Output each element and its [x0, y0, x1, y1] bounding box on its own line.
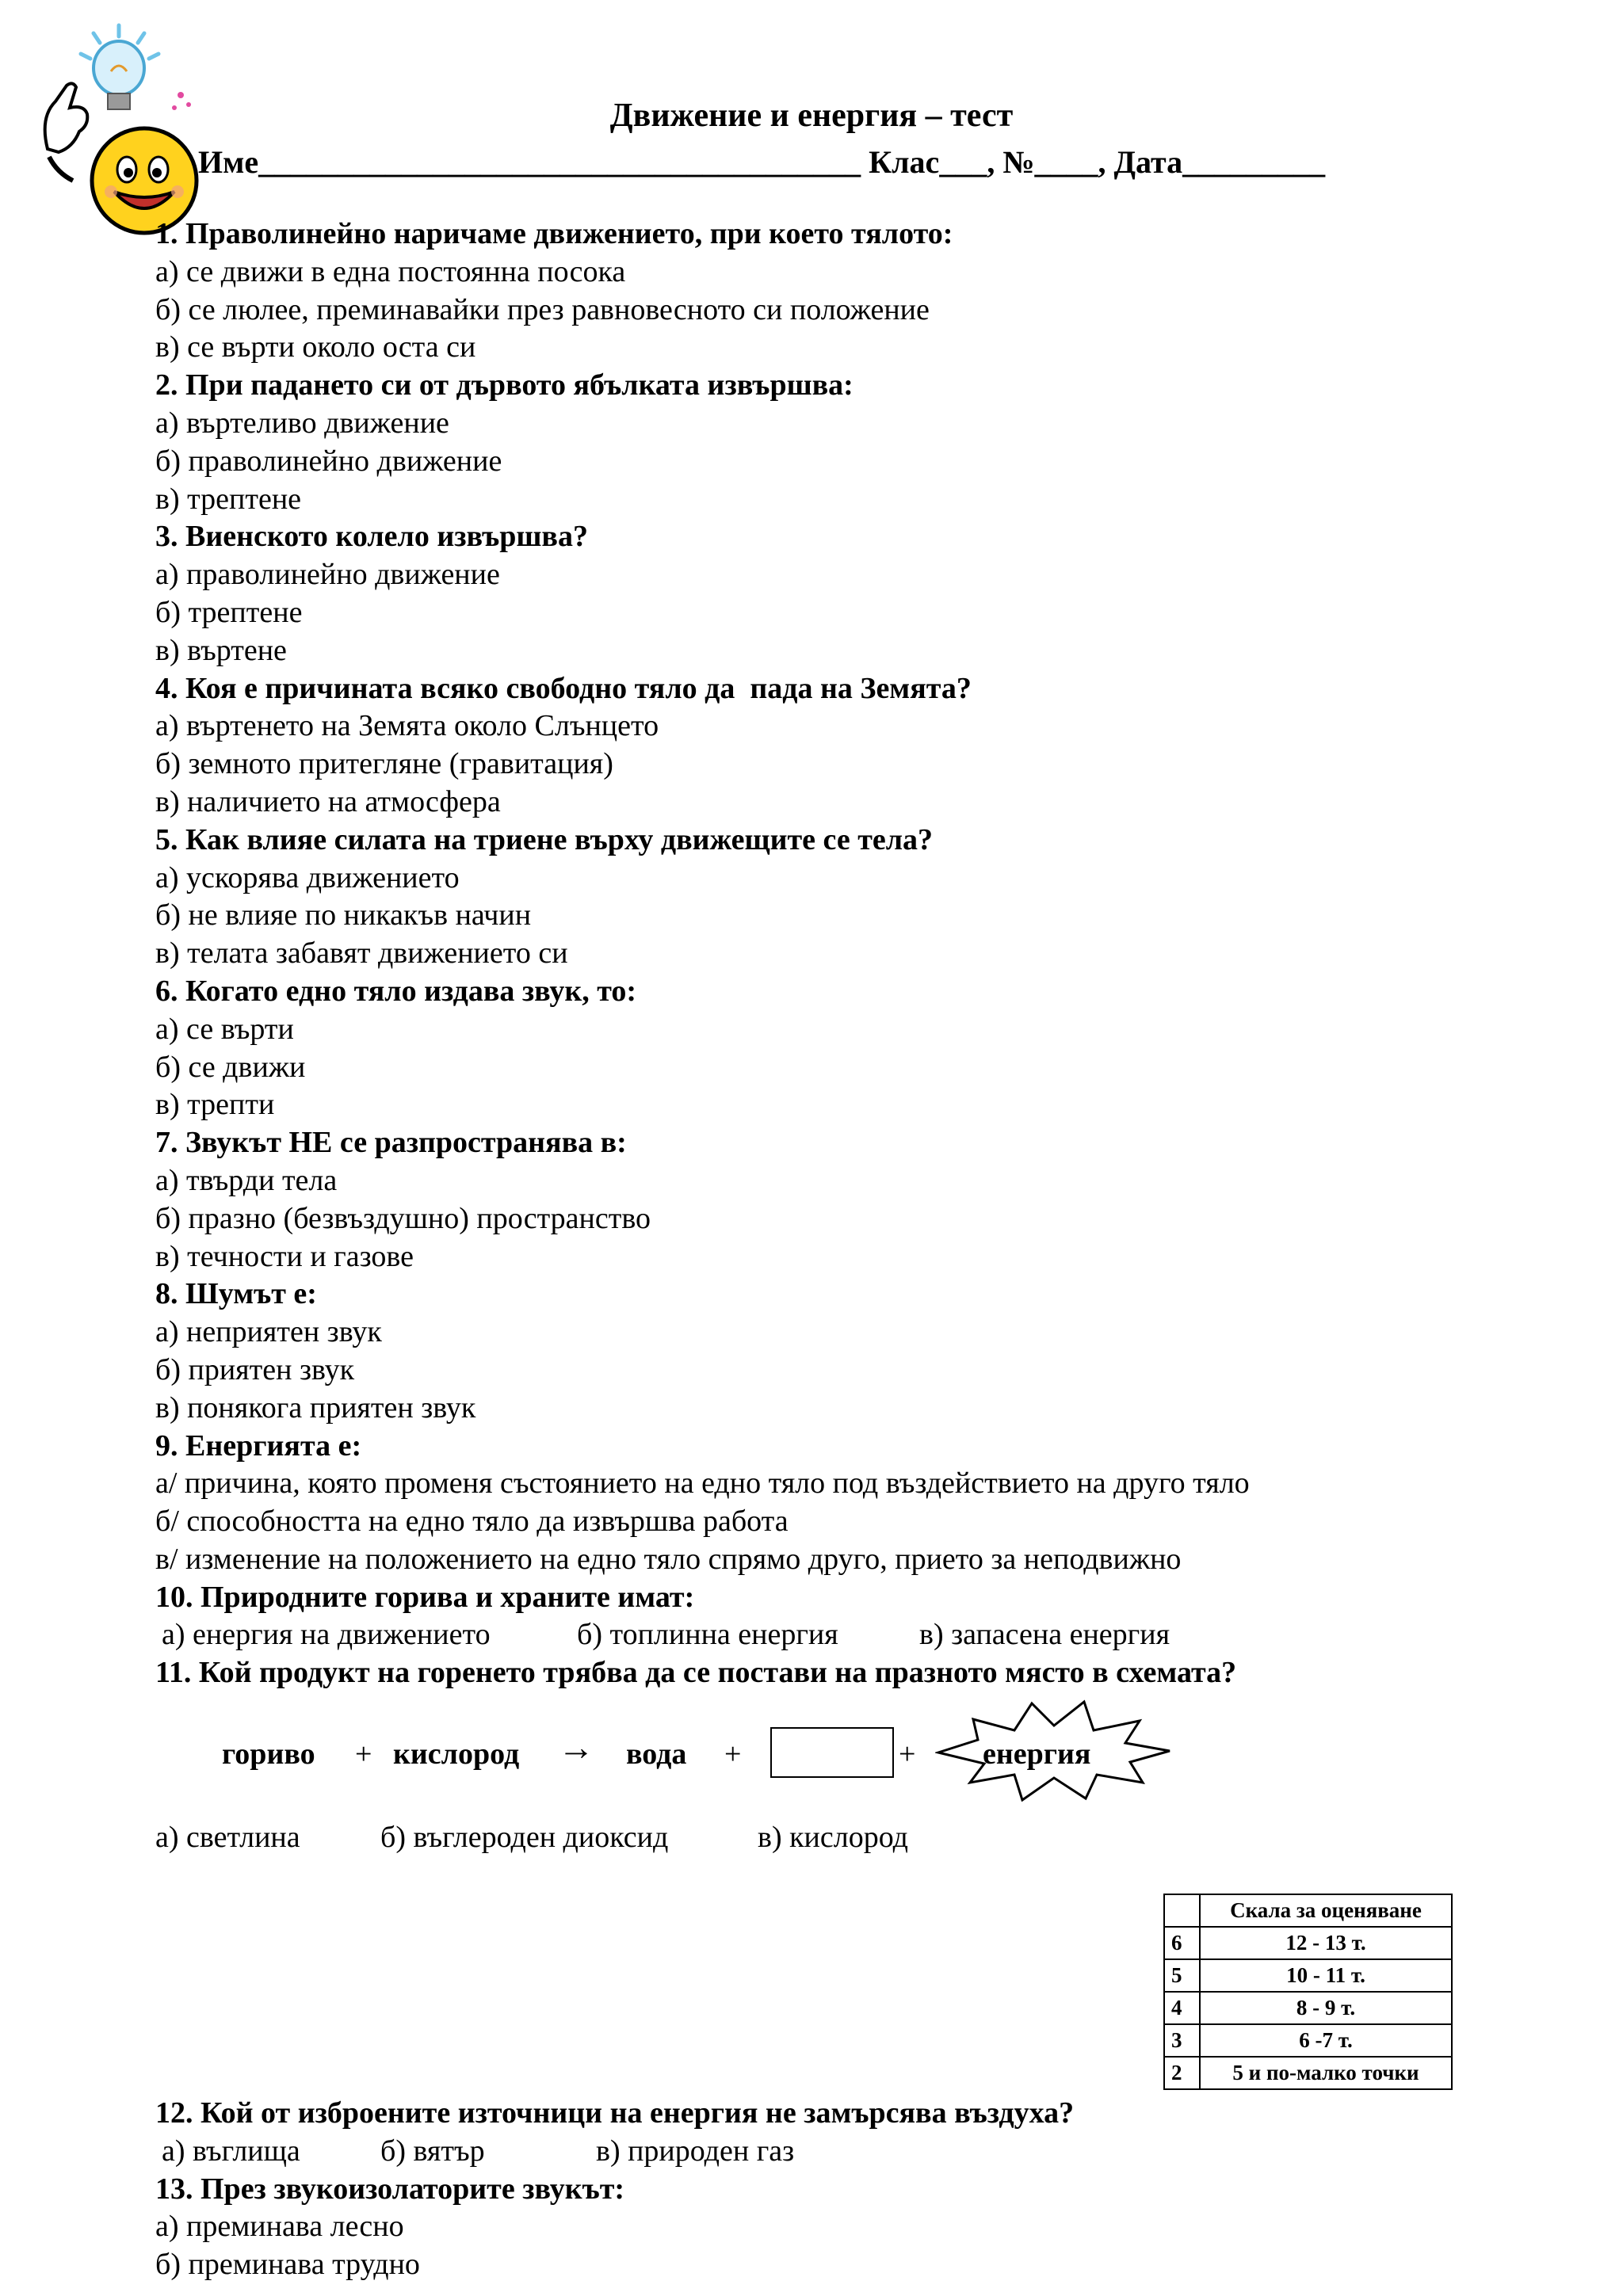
scheme-plus: +	[899, 1737, 916, 1772]
arrow-right-icon: →	[558, 1727, 594, 1768]
scheme-fuel: гориво	[222, 1737, 315, 1772]
answer-option: а) въртеливо движение	[155, 406, 449, 440]
points-cell: 6 -7 т.	[1200, 2024, 1452, 2057]
answer-option: б) праволинейно движение	[155, 444, 502, 478]
question-block	[155, 973, 1582, 1124]
question-list	[155, 215, 1582, 1857]
points-cell: 5 и по-малко точки	[1200, 2057, 1452, 2089]
scheme-water: вода	[626, 1737, 687, 1772]
answer-option: б) приятен звук	[155, 1352, 355, 1386]
answer-option: в) въртене	[155, 633, 287, 667]
answer-option: а) се движи в една постоянна посока	[155, 254, 626, 288]
answer-option: б) се люлее, преминавайки през равновесното си положение	[155, 292, 930, 326]
question-block	[155, 1276, 1582, 1427]
table-row	[1164, 1894, 1452, 1927]
answer-option: б) топлинна енергия	[577, 1618, 838, 1652]
student-info-line: Име______________________________________ Клас___, №____, Дата_________	[198, 144, 1326, 180]
answer-option: а) въртенето на Земята около Слънцето	[155, 709, 659, 743]
question-block	[155, 2171, 1582, 2284]
answer-option: в) трепти	[155, 1088, 275, 1122]
scheme-energy: енергия	[983, 1737, 1091, 1772]
question-list-continued	[155, 2095, 1582, 2284]
answer-option: а) праволинейно движение	[155, 558, 500, 592]
table-row	[1164, 1959, 1452, 1992]
answer-row	[155, 2133, 1582, 2171]
answer-option: б) земното притегляне (гравитация)	[155, 747, 613, 781]
table-row	[1164, 2024, 1452, 2057]
answer-row	[155, 1616, 1582, 1654]
grade-cell: 4	[1164, 1992, 1200, 2024]
question-block	[155, 1654, 1582, 1857]
answer-option: а) светлина	[155, 1821, 300, 1855]
question-text: 4. Коя е причината всяко свободно тяло да пада на Земята?	[155, 671, 972, 705]
question-text: 7. Звукът НЕ се разпространява в:	[155, 1126, 627, 1160]
answer-option: в) понякога приятен звук	[155, 1390, 476, 1425]
answer-option: а) неприятен звук	[155, 1315, 382, 1349]
answer-option: в) природен газ	[596, 2134, 795, 2168]
question-text: 1. Праволинейно наричаме движението, при което тялото:	[155, 217, 953, 250]
answer-option: б) трептене	[155, 595, 303, 629]
question-text: 9. Енергията е:	[155, 1428, 362, 1463]
question-block	[155, 367, 1582, 518]
question-block	[155, 518, 1582, 669]
question-block	[155, 670, 1582, 822]
answer-option: а) ускорява движението	[155, 860, 460, 894]
points-cell: 10 - 11 т.	[1200, 1959, 1452, 1992]
question-text: 13. През звукоизолаторите звукът:	[155, 2172, 625, 2206]
scheme-oxygen: кислород	[393, 1737, 520, 1772]
page-title: Движение и енергия – тест	[609, 97, 1014, 134]
points-cell: 12 - 13 т.	[1200, 1927, 1452, 1959]
table-row	[1164, 1992, 1452, 2024]
scheme-plus: +	[724, 1737, 742, 1772]
answer-option: в/ изменение на положението на едно тяло спрямо друго, прието за неподвижно	[155, 1542, 1182, 1576]
answer-option: б/ способността на едно тяло да извършва работа	[155, 1505, 789, 1539]
answer-option: б) вятър	[380, 2134, 485, 2168]
question-block	[155, 215, 1582, 367]
scheme-plus: +	[355, 1737, 372, 1772]
grade-cell: 5	[1164, 1959, 1200, 1992]
answer-option: б) въглероден диоксид	[380, 1821, 669, 1855]
question-text: 10. Природните горива и храните имат:	[155, 1580, 695, 1614]
question-text: 11. Кой продукт на горенето трябва да се постави на празното място в схемата?	[155, 1656, 1237, 1690]
question-text: 5. Как влияе силата на триене върху движещите се тела?	[155, 822, 934, 856]
question-block	[155, 822, 1582, 973]
question-block	[155, 1579, 1582, 1655]
answer-row	[155, 1819, 1582, 1857]
answer-option: б) преминава трудно	[155, 2248, 420, 2282]
answer-option: в) се върти около оста си	[155, 330, 476, 364]
grading-scale-table	[1163, 1894, 1453, 2090]
empty-answer-box[interactable]	[770, 1727, 894, 1778]
answer-option: а) преминава лесно	[155, 2210, 404, 2244]
question-text: 12. Кой от изброените източници на енергия не замърсява въздуха?	[155, 2096, 1075, 2130]
combustion-scheme	[155, 1692, 1582, 1819]
answer-option: а) твърди тела	[155, 1163, 338, 1197]
answer-option: в) трептене	[155, 482, 302, 516]
answer-option: а) енергия на движението	[162, 1618, 491, 1652]
grade-cell: 3	[1164, 2024, 1200, 2057]
answer-option: а) се върти	[155, 1012, 294, 1046]
answer-option: в) течности и газове	[155, 1239, 414, 1273]
answer-option: а/ причина, която променя състоянието на едно тяло под въздействието на друго тяло	[155, 1466, 1250, 1501]
question-block	[155, 2095, 1582, 2171]
question-text: 2. При падането си от дървото ябълката извършва:	[155, 368, 854, 402]
answer-option: а) въглища	[162, 2134, 300, 2168]
answer-option: в) телата забавят движението си	[155, 936, 568, 971]
answer-option: в) запасена енергия	[919, 1618, 1170, 1652]
table-row	[1164, 1927, 1452, 1959]
answer-option: б) празно (безвъздушно) пространство	[155, 1201, 651, 1235]
question-text: 6. Когато едно тяло издава звук, то:	[155, 974, 637, 1008]
points-cell: 8 - 9 т.	[1200, 1992, 1452, 2024]
answer-option: в) кислород	[758, 1821, 908, 1855]
table-row	[1164, 2057, 1452, 2089]
grade-cell: 2	[1164, 2057, 1200, 2089]
question-text: 3. Виенското колело извършва?	[155, 520, 588, 554]
answer-option: б) не влияе по никакъв начин	[155, 898, 532, 933]
question-text: 8. Шумът е:	[155, 1277, 317, 1311]
table-header: Скала за оценяване	[1200, 1894, 1452, 1927]
question-block	[155, 1124, 1582, 1276]
answer-option: б) се движи	[155, 1050, 306, 1084]
question-block	[155, 1428, 1582, 1579]
answer-option: в) наличието на атмосфера	[155, 784, 501, 818]
grade-cell: 6	[1164, 1927, 1200, 1959]
